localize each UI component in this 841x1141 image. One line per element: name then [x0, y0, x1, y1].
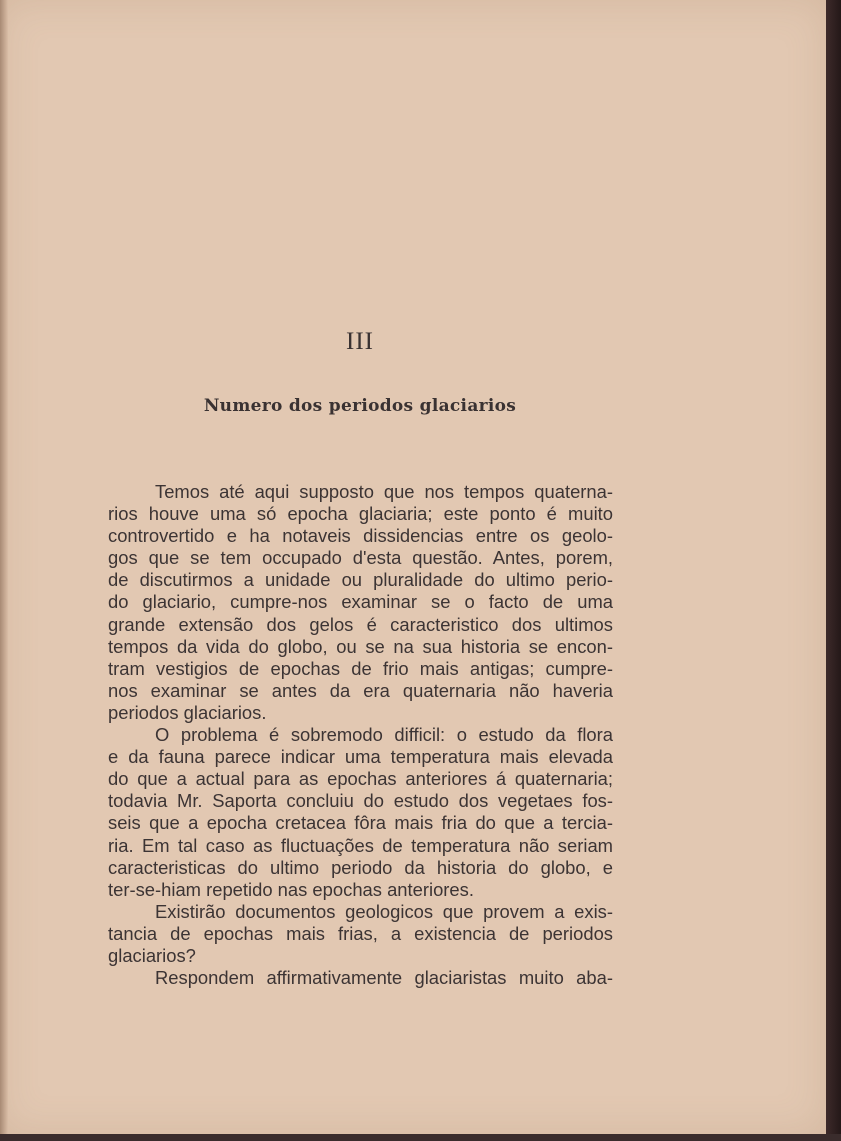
text-line: gos que se tem occupado d'esta questão. Antes, porem,	[108, 547, 613, 569]
text-line: ter-se-hiam repetido nas epochas anteriores.	[108, 878, 474, 900]
text-line: de discutirmos a unidade ou pluralidade do ultimo perio-	[108, 569, 613, 591]
text-line: rios houve uma só epocha glaciaria; este ponto é muito	[108, 503, 613, 525]
text-line: Existirão documentos geologicos que provem a exis-	[155, 900, 613, 922]
text-line: grande extensão dos gelos é caracteristico dos ultimos	[108, 613, 613, 635]
text-line: periodos glaciarios.	[108, 701, 267, 723]
text-line: ria. Em tal caso as fluctuações de temperatura não seriam	[108, 834, 613, 856]
text-line: e da fauna parece indicar uma temperatura mais elevada	[108, 746, 613, 768]
text-line: tram vestigios de epochas de frio mais antigas; cumpre-	[108, 657, 613, 679]
text-line: do glaciario, cumpre-nos examinar se o facto de uma	[108, 591, 613, 613]
text-line: todavia Mr. Saporta concluiu do estudo dos vegetaes fos-	[108, 790, 613, 812]
text-line: Temos até aqui supposto que nos tempos quaterna-	[155, 481, 613, 502]
chapter-title: Numero dos periodos glaciarios	[203, 396, 517, 416]
chapter-number: III	[346, 328, 374, 355]
text-line: Respondem affirmativamente glaciaristas muito aba-	[155, 967, 613, 989]
page-bottom-edge	[0, 1134, 841, 1141]
page-left-edge	[0, 0, 8, 1134]
text-line: do que a actual para as epochas anteriores á quaternaria;	[108, 768, 613, 790]
text-line: controvertido e ha notaveis dissidencias entre os geolo-	[108, 525, 613, 547]
text-line: O problema é sobremodo difficil: o estudo da flora	[155, 724, 613, 746]
body-text	[108, 481, 613, 989]
book-spine	[826, 0, 841, 1141]
text-line: tancia de epochas mais frias, a existencia de periodos	[108, 922, 613, 944]
text-line: caracteristicas do ultimo periodo da historia do globo, e	[108, 856, 613, 878]
text-line: glaciarios?	[108, 944, 196, 966]
text-line: seis que a epocha cretacea fôra mais fria do que a tercia-	[108, 812, 613, 834]
text-line: nos examinar se antes da era quaternaria não haveria	[108, 679, 613, 701]
text-line: tempos da vida do globo, ou se na sua historia se encon-	[108, 635, 613, 657]
